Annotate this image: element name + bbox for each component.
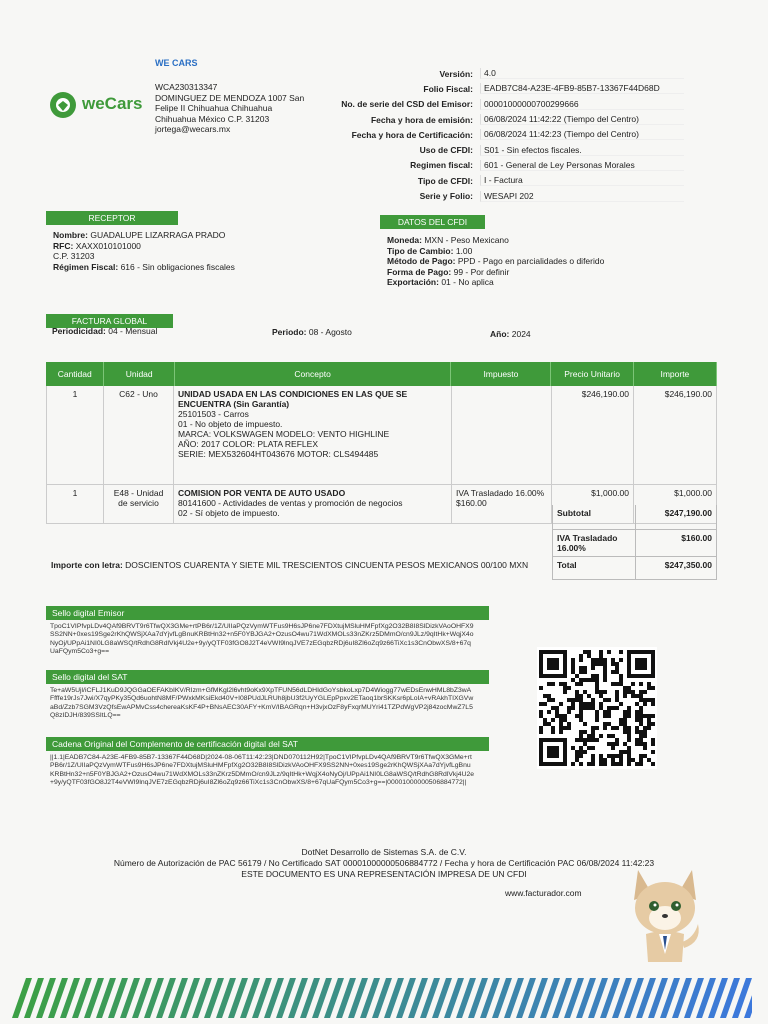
meta-value: S01 - Sin efectos fiscales. — [480, 145, 684, 156]
sello-sat-text: Te+aW5Ujl/iCFLJ1KuD9JQGGaOEFAKbIKV/RIzm+GfMKgl2l6vht9oKx9XpTFUN56dLDHIdGoYsbkoLxp7D4Wiogg77wEDsEnwHML8bZ3wAFfffe19rJs7Jwi/X7qyPKy35Qd6uohtN8MF/PWxkMKsiEkd40V+I08PUdJLRUh8jbU3f2UyYGLEpPpxv2ETaoq1brSKKsr6pLoIA+vRAkhTIXGVwaBd/Zzb7SGM3VzQfsEwAPMvCss4chereaKsKF4P+BNsAEC30AFY+KmV/IBAGRqn+H3vjxOzF8yFxqrMUYri41TZPdWgVP2j84zocMwZ7L5Q8zIDJH/839SSItLQ== — [50, 687, 474, 719]
issuer-rfc: WCA230313347 — [155, 82, 218, 92]
importe-con-letra — [51, 560, 528, 570]
totals-row — [552, 557, 717, 580]
th-importe: Importe — [634, 362, 717, 386]
regimen-label: Régimen Fiscal: — [53, 261, 119, 272]
facturador-site: www.facturador.com — [505, 888, 582, 898]
meta-label: Tipo de CFDI: — [417, 175, 473, 186]
cell-concepto — [174, 386, 452, 484]
meta-value: I - Factura — [480, 175, 684, 186]
letra-value: DOSCIENTOS CUARENTA Y SIETE MIL TRESCIENTOS CINCUENTA PESOS MEXICANOS 00/100 MXN — [125, 560, 529, 570]
receptor-rfc: XAXX010101000 — [75, 240, 141, 251]
concepto-line: 02 - Sí objeto de impuesto. — [178, 508, 280, 518]
cell-cantidad: 1 — [46, 485, 104, 523]
cfdi-header: DATOS DEL CFDI — [380, 215, 485, 229]
cell-cantidad: 1 — [46, 386, 104, 484]
meta-label: Versión: — [439, 68, 473, 79]
meta-row — [330, 173, 684, 188]
cell-unidad: E48 - Unidad de servicio — [104, 485, 174, 523]
sello-emisor-header: Sello digital Emisor — [46, 606, 489, 620]
meta-row — [330, 66, 684, 81]
logo-text: weCars — [82, 94, 143, 113]
cell-precio: $246,190.00 — [552, 386, 634, 484]
wecars-logo — [48, 90, 158, 120]
totals-value: $247,190.00 — [635, 505, 718, 529]
issuer-address — [155, 82, 325, 135]
meta-value: WESAPI 202 — [480, 191, 684, 202]
meta-row — [330, 112, 684, 127]
decorative-stripes — [12, 978, 752, 1018]
totals-label: IVA Trasladado 16.00% — [557, 533, 618, 553]
totals-label: Total — [557, 560, 577, 570]
th-cantidad: Cantidad — [46, 362, 104, 386]
concepto-title: COMISION POR VENTA DE AUTO USADO — [178, 488, 346, 498]
meta-row — [330, 97, 684, 112]
receptor-cp: C.P. 31203 — [53, 251, 95, 261]
meta-row — [330, 158, 684, 173]
anio-value: 2024 — [511, 329, 531, 339]
meta-label: Fecha y hora de Certificación: — [351, 129, 473, 140]
cell-unidad: C62 - Uno — [104, 386, 174, 484]
cell-importe: $1,000.00 — [634, 485, 717, 523]
th-unidad: Unidad — [104, 362, 174, 386]
cell-impuesto — [452, 386, 552, 484]
pac-authorization: Número de Autorización de PAC 56179 / No Certificado SAT 00001000000506884772 / Fecha y hora de Certificación PAC 06/08/2024 11:42:23 — [113, 858, 655, 868]
cfdi-value: 99 - Por definir — [453, 266, 510, 277]
issuer-colony: Felipe II Chihuahua Chihuahua — [155, 103, 273, 113]
cfdi-label: Moneda: — [387, 235, 422, 245]
issuer-street: DOMINGUEZ DE MENDOZA 1007 San — [155, 92, 305, 103]
cfdi-row — [387, 235, 604, 246]
cadena-original-header: Cadena Original del Complemento de certificación digital del SAT — [46, 737, 489, 751]
cfdi-row — [387, 246, 604, 257]
cfdi-label: Tipo de Cambio: — [387, 245, 454, 256]
nombre-label: Nombre: — [53, 230, 88, 240]
receptor-details — [53, 230, 235, 272]
cell-concepto — [174, 485, 452, 523]
periodicidad-value: 04 - Mensual — [108, 326, 158, 336]
concepts-table — [46, 362, 717, 524]
meta-label: Regimen fiscal: — [410, 160, 473, 171]
cfdi-row — [387, 267, 604, 278]
table-header — [46, 362, 717, 386]
totals-value: $247,350.00 — [635, 557, 718, 579]
table-body — [46, 386, 717, 524]
pac-name: DotNet Desarrollo de Sistemas S.A. de C.V. — [301, 847, 467, 857]
totals-box — [552, 505, 717, 580]
cfdi-value: PPD - Pago en parcialidades o diferido — [457, 256, 605, 266]
cfdi-label: Método de Pago: — [387, 256, 456, 266]
concepto-line: 01 - No objeto de impuesto. — [178, 419, 283, 429]
meta-value: 601 - General de Ley Personas Morales — [480, 160, 684, 171]
cfdi-label: Forma de Pago: — [387, 266, 452, 277]
meta-label: Uso de CFDI: — [419, 145, 473, 156]
th-impuesto: Impuesto — [451, 362, 551, 386]
concepto-title: UNIDAD USADA EN LAS CONDICIONES EN LAS QUE SE ENCUENTRA (Sin Garantía) — [178, 389, 408, 409]
cfdi-row — [387, 256, 604, 267]
cfdi-label: Exportación: — [387, 277, 439, 287]
anio-label: Año: — [490, 329, 510, 339]
cfdi-disclaimer: ESTE DOCUMENTO ES UNA REPRESENTACIÓN IMPRESA DE UN CFDI — [241, 869, 527, 879]
meta-row — [330, 127, 684, 142]
concepto-line: 25101503 - Carros — [178, 409, 249, 419]
totals-row — [552, 505, 717, 530]
cell-precio: $1,000.00 — [552, 485, 634, 523]
totals-label: Subtotal — [557, 508, 591, 518]
cell-impuesto: IVA Trasladado 16.00% $160.00 — [452, 485, 552, 523]
anio — [490, 329, 531, 339]
th-concepto: Concepto — [175, 362, 452, 386]
sello-sat-header: Sello digital del SAT — [46, 670, 489, 684]
meta-label: No. de serie del CSD del Emisor: — [341, 99, 473, 110]
concepto-line: 80141600 - Actividades de ventas y promoción de negocios — [178, 498, 403, 508]
totals-value: $160.00 — [635, 530, 718, 556]
meta-value: 00001000000700299666 — [480, 99, 684, 110]
cfdi-value: 1.00 — [455, 245, 473, 256]
receptor-header: RECEPTOR — [46, 211, 178, 225]
periodicidad — [52, 326, 157, 336]
meta-value: 06/08/2024 11:42:22 (Tiempo del Centro) — [480, 114, 684, 125]
meta-row — [330, 81, 684, 96]
letra-label: Importe con letra: — [51, 560, 123, 570]
periodo-value: 08 - Agosto — [308, 327, 352, 337]
meta-row — [330, 188, 684, 203]
rfc-label: RFC: — [53, 240, 74, 251]
th-precio: Precio Unitario — [551, 362, 633, 386]
issuer-brand: WE CARS — [155, 58, 198, 68]
totals-row — [552, 530, 717, 557]
global-header: FACTURA GLOBAL — [46, 314, 173, 328]
qr-code-icon — [537, 647, 657, 769]
meta-label: Folio Fiscal: — [423, 83, 473, 94]
fox-mascot-icon — [624, 862, 706, 970]
meta-label: Fecha y hora de emisión: — [370, 114, 473, 125]
cfdi-row — [387, 277, 604, 288]
concepto-line: MARCA: VOLKSWAGEN MODELO: VENTO HIGHLINE — [178, 429, 390, 439]
cell-importe: $246,190.00 — [634, 386, 717, 484]
periodo-label: Periodo: — [272, 327, 307, 337]
cadena-original-text: ||1.1|EADB7C84-A23E-4FB9-85B7-13367F44D68D|2024-08-06T11:42:23|DND070112H92|TpoC1VIPfvpLDv4QAf9BRVT9r6TfwQX3GMe+rtPB6r/1Z/UIIaPQzVymWTFus9H6sJP6ne7FDXtujMSluHMFpfXg2O32B8I8SlDizkVAoOHFX9SS2NN+0xes19Sge2rKhQWSjXAa7dYjvfLgBnuKRBtHn32+n5F0YBJGA2+OzusO4wu71WdXMOLs33nZKrz5DMmO/cn9JLz/9qItHk+WqjX4oNyOj/UPpAi1NI0LG8aWSQ/tRdhG8RdlVkj4U2e+9y/yQTF03fGO8J2T4eVWI9lnqJVE7zEGqbzRDj6uI8Zl6oZq9z66TiXc1s3CnObwXS/8+67qUaFQym5Co3+g==|00001000000506884772|| — [50, 754, 475, 786]
periodo — [272, 327, 352, 337]
invoice-metadata — [330, 66, 684, 204]
sello-emisor-text: TpoC1VIPfvpLDv4QAf9BRVT9r6TfwQX3GMe+rtPB6r/1Z/UIIaPQzVymWTFus9H6sJP6ne7FDXtujMSluHMFpfXg2O32B8I8SlDizkVAoOHFX9SS2NN+0xes19Sge2rKhQWSjXAa7dYjvfLgBnuKRBtHn32+n5F0YBJGA2+OzusO4wu71WdXMOLs33nZKrz5DMmO/cn9JLz/9qItHk+WqjX4oNyOj/UPpAi1NI0LG8aWSQ/tRdhG8RdlVkj4U2e+9y/yQTF03fGO8J2T4eVWI9lnqJVE7zEGqbzRDj6uI8Zl6oZq9z66TiXc1s3CnObwXS/8+67qUaFQym5Co3+g== — [50, 623, 474, 655]
periodicidad-label: Periodicidad: — [52, 326, 106, 336]
cfdi-details — [387, 235, 604, 288]
concepto-line: SERIE: MEX532604HT043676 MOTOR: CLS494485 — [178, 449, 379, 459]
issuer-city: Chihuahua México C.P. 31203 — [155, 113, 270, 124]
table-row — [46, 386, 717, 485]
meta-label: Serie y Folio: — [419, 191, 473, 202]
meta-value: 06/08/2024 11:42:23 (Tiempo del Centro) — [480, 129, 684, 140]
meta-value: 4.0 — [480, 68, 684, 79]
receptor-regimen: 616 - Sin obligaciones fiscales — [120, 261, 235, 272]
meta-row — [330, 142, 684, 157]
issuer-email: jortega@wecars.mx — [155, 124, 231, 134]
concepto-line: AÑO: 2017 COLOR: PLATA REFLEX — [178, 439, 318, 449]
receptor-nombre: GUADALUPE LIZARRAGA PRADO — [90, 230, 226, 240]
meta-value: EADB7C84-A23E-4FB9-85B7-13367F44D68D — [480, 83, 684, 94]
cfdi-value: MXN - Peso Mexicano — [424, 235, 509, 245]
cfdi-value: 01 - No aplica — [441, 277, 494, 287]
